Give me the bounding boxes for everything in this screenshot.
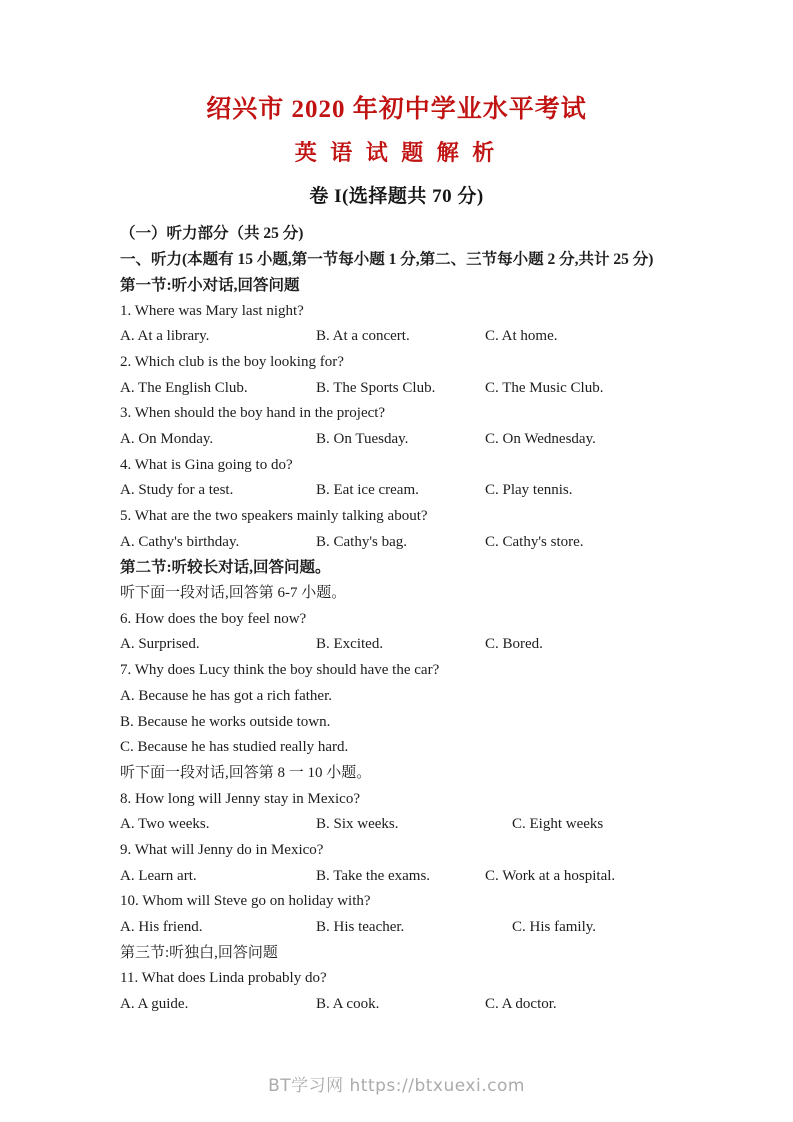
answer-option-line: C. Because he has studied really hard. — [120, 739, 349, 756]
document-title: 绍兴市 2020 年初中学业水平考试 — [206, 96, 587, 123]
option-a: A. Learn art. — [120, 867, 197, 884]
section-heading: （一）听力部分（共 25 分) — [120, 225, 304, 243]
option-row — [120, 812, 693, 838]
question-text: 6. How does the boy feel now? — [120, 610, 307, 627]
option-a: A. His friend. — [120, 919, 203, 935]
option-c: C. Cathy's store. — [485, 533, 584, 550]
option-b: B. Take the exams. — [316, 867, 431, 884]
option-c: C. Work at a hospital. — [485, 867, 616, 884]
question-text: 7. Why does Lucy think the boy should have the car? — [120, 662, 440, 679]
option-row — [120, 530, 693, 556]
option-row — [120, 324, 693, 350]
option-row — [120, 915, 693, 941]
section-heading: 第一节:听小对话,回答问题 — [120, 276, 300, 294]
option-a: A. Study for a test. — [120, 482, 234, 499]
option-row — [120, 864, 693, 890]
option-row — [120, 478, 693, 504]
option-c: C. At home. — [485, 328, 558, 345]
document-subtitle: 英 语 试 题 解 析 — [294, 140, 499, 166]
answer-option-line: A. Because he has got a rich father. — [120, 687, 332, 704]
section-heading: 第二节:听较长对话,回答问题。 — [120, 559, 331, 577]
option-b: B. Cathy's bag. — [316, 533, 408, 550]
option-a: A. At a library. — [120, 328, 210, 345]
watermark-text: BT学习网 https://btxuexi.com — [268, 1076, 525, 1096]
option-row — [120, 992, 693, 1018]
option-b: B. Six weeks. — [316, 816, 399, 833]
option-row — [120, 376, 693, 402]
question-text: 4. What is Gina going to do? — [120, 456, 293, 473]
option-c: C. His family. — [512, 919, 597, 935]
section-heading: 第三节:听独白,回答问题 — [120, 944, 278, 961]
option-c: C. Bored. — [485, 636, 543, 653]
question-text: 9. What will Jenny do in Mexico? — [120, 841, 324, 858]
option-c: C. The Music Club. — [485, 379, 604, 396]
option-a: A. The English Club. — [120, 379, 248, 396]
option-c: C. Eight weeks — [512, 816, 604, 833]
option-b: B. On Tuesday. — [316, 430, 409, 447]
option-c: C. A doctor. — [485, 996, 557, 1013]
question-text: 3. When should the boy hand in the project? — [120, 405, 386, 422]
option-a: A. Two weeks. — [120, 816, 210, 833]
option-c: C. On Wednesday. — [485, 430, 596, 447]
question-text: 1. Where was Mary last night? — [120, 302, 304, 319]
document-header — [0, 0, 793, 208]
answer-option-line: B. Because he works outside town. — [120, 713, 331, 730]
option-b: B. At a concert. — [316, 328, 410, 345]
option-row — [120, 427, 693, 453]
option-b: B. A cook. — [316, 996, 380, 1013]
option-b: B. Excited. — [316, 636, 384, 653]
option-a: A. A guide. — [120, 996, 189, 1013]
question-text: 8. How long will Jenny stay in Mexico? — [120, 790, 360, 807]
option-a: A. On Monday. — [120, 430, 214, 447]
volume-heading: 卷 I(选择题共 70 分) — [309, 185, 484, 207]
question-text: 11. What does Linda probably do? — [120, 970, 327, 987]
option-a: A. Surprised. — [120, 636, 200, 653]
instruction-text: 听下面一段对话,回答第 8 一 10 小题。 — [120, 764, 372, 781]
option-b: B. The Sports Club. — [316, 379, 436, 396]
section-heading: 一、听力(本题有 15 小题,第一节每小题 1 分,第二、三节每小题 2 分,共计 25 分) — [120, 251, 654, 269]
question-text: 2. Which club is the boy looking for? — [120, 353, 344, 370]
instruction-text: 听下面一段对话,回答第 6-7 小题。 — [120, 585, 347, 602]
document-body — [120, 221, 693, 1017]
option-b: B. His teacher. — [316, 919, 405, 935]
option-c: C. Play tennis. — [485, 482, 573, 499]
question-text: 5. What are the two speakers mainly talking about? — [120, 508, 428, 524]
question-text: 10. Whom will Steve go on holiday with? — [120, 893, 371, 910]
option-a: A. Cathy's birthday. — [120, 533, 240, 550]
option-row — [120, 632, 693, 658]
option-b: B. Eat ice cream. — [316, 482, 419, 499]
